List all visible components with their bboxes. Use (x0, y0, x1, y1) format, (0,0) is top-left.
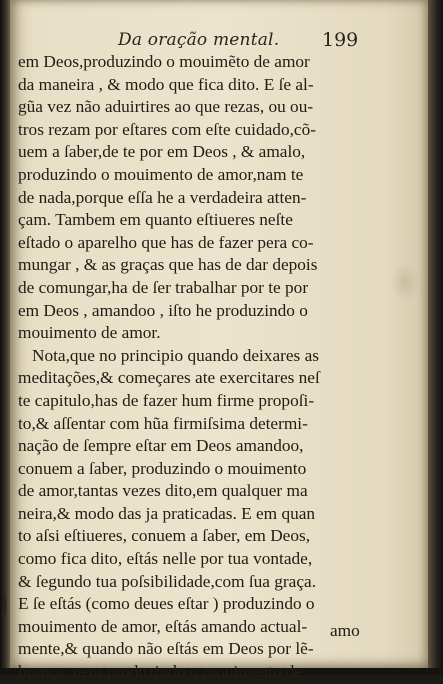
page-number: 199 (322, 29, 359, 51)
text-line: tros rezam por eſtares com eſte cuidado,cõ- (18, 119, 316, 139)
text-line: nação de ſempre eſtar em Deos amandoo, (18, 436, 304, 456)
text-line: meditações,& começares ate exercitares neſ (18, 368, 320, 388)
running-head: Da oração mental. (118, 30, 280, 50)
text-line: produzindo o mouimento de amor,nam te (18, 164, 304, 184)
paragraph-first-line: Nota,que no principio quando deixares as (32, 345, 319, 365)
catchword: amo (330, 621, 360, 640)
text-line: de amor,tantas vezes dito,em qualquer ma (18, 481, 308, 501)
text-line: de nada,porque eſſa he a verdadeira atten- (18, 187, 307, 207)
text-line: uem a ſaber,de te por em Deos , & amalo, (18, 142, 306, 162)
text-line: gũa vez não aduirtires ao que rezas, ou ou- (18, 97, 314, 117)
text-line: da maneira , & modo que fica dito. E ſe al- (18, 74, 314, 94)
text-line: E ſe eſtás (como deues eſtar ) produzindo o (18, 594, 315, 614)
text-line: mouimento de amor. (18, 323, 161, 343)
text-line: te capitulo,has de fazer hum firme propoſi- (18, 390, 315, 410)
text-line: to,& aſſentar com hũa firmiſsima determi- (18, 413, 308, 433)
text-line: brança, nem produzindo o mouimento de (18, 662, 303, 682)
text-line: eſtado o aparelho que has de fazer pera co- (18, 232, 314, 252)
text-line: de comungar,ha de ſer trabalhar por te por (18, 277, 309, 297)
text-line: conuem a ſaber, produzindo o mouimento (18, 458, 307, 478)
text-line: em Deos,produzindo o mouimẽto de amor (18, 52, 310, 71)
text-line: mungar , & as graças que has de dar depois (18, 255, 318, 275)
text-line: to aſsi eſtiueres, conuem a ſaber, em Deos, (18, 526, 311, 546)
text-line: mouimento de amor, eſtás amando actual- (18, 616, 308, 636)
book-fore-edge (428, 0, 443, 675)
text-line: neira,& modo das ja praticadas. E em quan (18, 503, 316, 523)
body-text (18, 51, 418, 684)
text-line: em Deos , amandoo , iſto he produzindo o (18, 300, 308, 320)
book-gutter-shadow (0, 0, 10, 675)
text-line: como fica dito, eſtás nelle por tua vontade, (18, 549, 313, 569)
text-line: & ſegundo tua poſsibilidade,com ſua graça. (18, 571, 317, 591)
text-line: mente,& quando não eſtás em Deos por lẽ- (18, 639, 314, 659)
margin-mark (4, 598, 6, 614)
text-line: çam. Tambem em quanto eſtiueres neſte (18, 210, 293, 230)
